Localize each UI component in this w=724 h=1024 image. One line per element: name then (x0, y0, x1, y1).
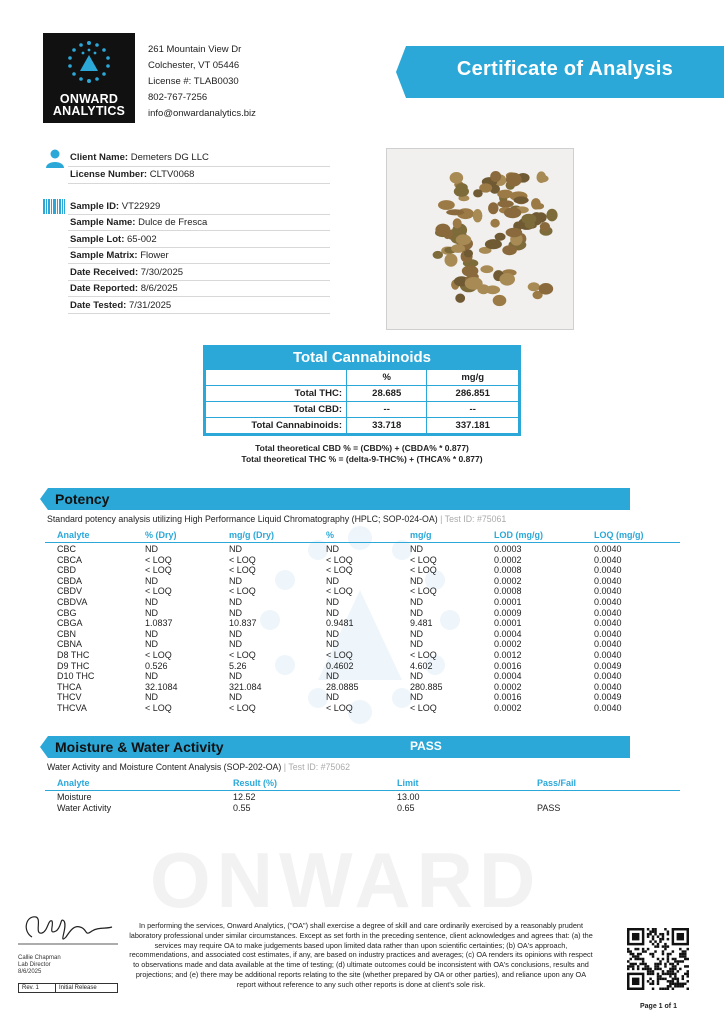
table-cell: 0.0008 (494, 586, 522, 597)
table-cell: 0.0040 (594, 628, 622, 639)
bud-shape (506, 173, 522, 187)
total-cannabinoids-title: Total Cannabinoids (205, 347, 519, 369)
disclaimer-text: In performing the services, Onward Analytics, ("OA") shall exercise a degree of skill and care ordinarily exercised by a reasonably prudent laboratory professional under similar circumstances. Except as set forth in the preceding sentence, client acknowledges and agrees that: (a) the services may require OA to make judgements based upon limited data rather than upon scientific certainties; (b) OA's approach, recommendations, and associated cost estimates, if any, are based on industry practices and averages; (c) OA renders its opinions with respect to observations made and data available at the time of testing; (d) ultimate outcomes could be inconsistent with OA's conclusions, results and projections; and (e) there may be additional reports relating to the site (whether prepared by OA or other parties), and reliance upon any OA report without reference to any such other reports is done at client's sole risk. (129, 921, 593, 989)
moisture-status-badge: PASS (410, 739, 442, 753)
table-row-analyte: Water Activity (57, 802, 112, 813)
table-cell: ND (410, 692, 423, 703)
table-cell: < LOQ (229, 565, 256, 576)
table-cell: 0.0002 (494, 554, 522, 565)
table-cell: ND (145, 628, 158, 639)
signer-block (18, 955, 61, 976)
row-mg: 337.181 (427, 418, 519, 434)
table-cell: ND (410, 628, 423, 639)
table-cell: < LOQ (410, 650, 437, 660)
table-cell: ND (326, 671, 339, 682)
bud-shape (438, 200, 455, 210)
table-cell: 0.0004 (494, 628, 522, 639)
divider (68, 280, 330, 281)
column-header: mg/g (Dry) (229, 530, 274, 540)
table-cell: 0.0016 (494, 660, 522, 671)
table-row-analyte: CBN (57, 628, 77, 639)
formula-thc: Total theoretical THC % = (delta-9-THC%) + (THCA% * 0.877) (241, 454, 483, 464)
table-cell: < LOQ (145, 650, 172, 660)
table-cell: 0.65 (397, 802, 415, 813)
bud-shape (499, 273, 515, 286)
date-received: 7/30/2025 (140, 267, 184, 278)
table-cell: 32.1084 (145, 681, 178, 692)
revision-box (18, 983, 118, 993)
sample-matrix-row (70, 250, 169, 261)
sample-name-label: Sample Name: (70, 217, 136, 228)
table-cell: < LOQ (145, 586, 172, 597)
table-cell: ND (229, 607, 242, 618)
bud-shape (493, 295, 507, 306)
table-row (206, 402, 519, 418)
table-cell: 0.0040 (594, 681, 622, 692)
table-cell: 321.084 (229, 681, 262, 692)
client-name-row (70, 152, 209, 163)
bud-shape (465, 277, 483, 290)
table-cell: ND (326, 639, 339, 650)
bud-shape (504, 207, 521, 218)
bud-shape (531, 198, 541, 209)
column-header: Analyte (57, 530, 90, 540)
lab-email: info@onwardanalytics.biz (148, 108, 256, 119)
table-cell: 0.0040 (594, 703, 622, 713)
person-icon (45, 148, 65, 168)
sample-lot-label: Sample Lot: (70, 234, 125, 245)
table-cell: < LOQ (326, 650, 353, 660)
watermark-text: ONWARD (150, 836, 542, 924)
table-cell: 0.0040 (594, 650, 622, 660)
table-cell: 0.0040 (594, 607, 622, 618)
potency-table (45, 530, 680, 715)
table-cell: ND (229, 544, 242, 554)
bud-shape (473, 189, 483, 197)
bud-shape (464, 249, 473, 257)
bud-shape (497, 200, 513, 207)
qr-code[interactable] (627, 928, 689, 990)
table-row-analyte: CBGA (57, 618, 83, 629)
sample-name: Dulce de Fresca (138, 217, 208, 228)
sample-flower-image (387, 149, 573, 329)
bud-shape (445, 254, 458, 267)
table-cell: PASS (537, 802, 561, 813)
column-header: % (Dry) (145, 530, 177, 540)
table-cell: ND (326, 607, 339, 618)
table-corner (206, 370, 347, 386)
col-header-mg: mg/g (427, 370, 519, 386)
table-cell: ND (326, 544, 339, 554)
table-cell: 0.0040 (594, 565, 622, 576)
table-cell: < LOQ (229, 554, 256, 565)
lab-phone: 802-767-7256 (148, 92, 208, 103)
table-cell: ND (410, 639, 423, 650)
divider (68, 247, 330, 248)
date-reported-row (70, 283, 178, 294)
moisture-method: Water Activity and Moisture Content Analysis (SOP-202-OA) (47, 762, 282, 772)
moisture-title: Moisture & Water Activity (55, 739, 224, 755)
table-row-analyte: D10 THC (57, 671, 95, 682)
table-cell: 0.0040 (594, 544, 622, 554)
address-line2: Colchester, VT 05446 (148, 60, 240, 71)
certificate-title: Certificate of Analysis (456, 58, 674, 80)
lab-license: License #: TLAB0030 (148, 76, 239, 87)
sample-matrix: Flower (140, 250, 169, 261)
table-cell: 9.481 (410, 618, 433, 629)
potency-title: Potency (55, 491, 110, 507)
table-cell: < LOQ (326, 586, 353, 597)
table-row-analyte: CBDVA (57, 597, 88, 607)
address-line1: 261 Mountain View Dr (148, 44, 242, 55)
sample-lot-row (70, 234, 157, 245)
table-cell: ND (229, 597, 242, 607)
signer-title: Lab Director (18, 962, 51, 968)
table-row-analyte: CBC (57, 544, 77, 554)
table-row-analyte: CBG (57, 607, 77, 618)
table-row-analyte: CBDV (57, 586, 83, 597)
bud-shape (456, 234, 472, 245)
lab-address-block (148, 42, 256, 122)
divider (68, 263, 330, 264)
table-cell: < LOQ (145, 565, 172, 576)
divider (68, 313, 330, 314)
sample-photo (386, 148, 574, 330)
bud-shape (453, 218, 462, 228)
table-cell: 0.0012 (494, 650, 522, 660)
moisture-test-id: | Test ID: #75062 (281, 762, 350, 772)
potency-test-id: | Test ID: #75061 (437, 514, 507, 524)
table-cell: ND (410, 597, 423, 607)
column-header: Pass/Fail (537, 778, 577, 788)
table-cell: ND (145, 597, 158, 607)
sample-name-row (70, 217, 207, 228)
table-row-analyte: CBD (57, 565, 77, 576)
table-cell: ND (145, 607, 158, 618)
bud-shape (485, 285, 500, 294)
table-cell: 280.885 (410, 681, 443, 692)
date-tested: 7/31/2025 (128, 300, 172, 311)
table-cell: < LOQ (326, 565, 353, 576)
divider (68, 183, 330, 184)
bud-shape (435, 224, 450, 236)
divider (68, 166, 330, 167)
table-cell: ND (410, 544, 423, 554)
table-cell: < LOQ (410, 586, 437, 597)
logo-mark-icon (61, 39, 117, 87)
bud-shape (521, 214, 536, 224)
bud-shape (546, 209, 557, 222)
table-cell: 0.55 (233, 802, 251, 813)
table-cell: 0.0001 (494, 597, 522, 607)
table-cell: ND (326, 575, 339, 586)
table-cell: ND (145, 639, 158, 650)
table-cell: 28.0885 (326, 681, 359, 692)
signature-image (18, 907, 118, 947)
table-cell: ND (145, 575, 158, 586)
date-reported: 8/6/2025 (140, 283, 178, 294)
table-cell: 0.0001 (494, 618, 522, 629)
sample-id: VT22929 (121, 201, 161, 212)
bud-shape (535, 212, 546, 222)
table-cell: 0.0040 (594, 575, 622, 586)
table-row-analyte: Moisture (57, 792, 92, 802)
bud-shape (495, 233, 506, 241)
bud-shape (490, 219, 499, 228)
header-rule (45, 790, 680, 791)
bud-shape (480, 265, 493, 273)
column-header: Analyte (57, 778, 90, 788)
table-cell: 0.0003 (494, 544, 522, 554)
table-cell: < LOQ (145, 554, 172, 565)
table-cell: 12.52 (233, 792, 256, 802)
column-header: % (326, 530, 335, 540)
signed-date: 8/6/2025 (18, 969, 42, 975)
table-cell: 0.0002 (494, 703, 522, 713)
table-cell: 0.0016 (494, 692, 522, 703)
table-cell: 0.0002 (494, 681, 522, 692)
table-cell: 1.0837 (145, 618, 173, 629)
table-cell: ND (410, 575, 423, 586)
table-row-analyte: THCVA (57, 703, 87, 713)
bud-shape (433, 251, 443, 259)
table-cell: 0.0004 (494, 671, 522, 682)
row-label: Total Cannabinoids: (206, 418, 347, 434)
row-mg: -- (427, 402, 519, 418)
bud-shape (456, 183, 468, 191)
date-tested-row (70, 300, 171, 311)
table-cell: < LOQ (410, 703, 437, 713)
bud-shape (506, 228, 523, 238)
page-number: Page 1 of 1 (640, 1003, 677, 1010)
divider (68, 296, 330, 297)
table-cell: 0.0040 (594, 618, 622, 629)
table-cell: 0.526 (145, 660, 168, 671)
barcode-icon (43, 199, 65, 214)
table-cell: ND (229, 671, 242, 682)
bud-shape (455, 294, 465, 303)
potency-section-bar (40, 488, 630, 510)
client-license-label: License Number: (70, 169, 148, 180)
table-cell: 0.0040 (594, 671, 622, 682)
table-cell: 0.0040 (594, 639, 622, 650)
column-header: Limit (397, 778, 419, 788)
table-cell: 5.26 (229, 660, 247, 671)
column-header: LOD (mg/g) (494, 530, 543, 540)
row-pct: 28.685 (347, 386, 427, 402)
row-pct: -- (347, 402, 427, 418)
bud-shape (502, 245, 517, 255)
table-cell: < LOQ (326, 554, 353, 565)
table-cell: < LOQ (229, 703, 256, 713)
moisture-table (45, 778, 680, 818)
table-row (206, 386, 519, 402)
lab-logo (43, 33, 135, 123)
bud-shape (497, 190, 513, 199)
table-cell: < LOQ (410, 565, 437, 576)
sample-id-label: Sample ID: (70, 201, 120, 212)
table-cell: ND (229, 692, 242, 703)
divider (68, 230, 330, 231)
bud-shape (446, 209, 464, 215)
sample-id-row (70, 201, 160, 212)
divider (68, 214, 330, 215)
table-cell: 0.0040 (594, 554, 622, 565)
table-cell: 0.0009 (494, 607, 522, 618)
row-label: Total THC: (206, 386, 347, 402)
potency-method: Standard potency analysis utilizing High Performance Liquid Chromatography (HPLC; SOP-024-OA) (47, 514, 438, 524)
table-cell: < LOQ (229, 650, 256, 660)
bud-shape (490, 171, 501, 182)
table-cell: 0.0002 (494, 639, 522, 650)
bud-shape (462, 265, 479, 276)
revision-number: Rev. 1 (22, 985, 39, 991)
table-cell: < LOQ (145, 703, 172, 713)
client-license-row (70, 169, 194, 180)
table-cell: ND (326, 692, 339, 703)
bud-shape (450, 172, 464, 184)
header-rule (45, 542, 680, 543)
sample-matrix-label: Sample Matrix: (70, 250, 138, 261)
date-received-label: Date Received: (70, 267, 139, 278)
table-cell: 0.9481 (326, 618, 354, 629)
table-cell: ND (229, 628, 242, 639)
bud-shape (514, 197, 529, 204)
table-row-analyte: CBCA (57, 554, 83, 565)
table-cell: 0.0002 (494, 575, 522, 586)
table-cell: < LOQ (229, 586, 256, 597)
date-received-row (70, 267, 183, 278)
bud-shape (540, 222, 550, 231)
table-cell: 0.0040 (594, 586, 622, 597)
table-row (206, 418, 519, 434)
bud-shape (539, 283, 554, 295)
table-cell: 0.0008 (494, 565, 522, 576)
table-cell: 10.837 (229, 618, 257, 629)
client-name: Demeters DG LLC (130, 152, 209, 163)
formula-cbd: Total theoretical CBD % = (CBD%) + (CBDA% * 0.877) (255, 443, 469, 453)
row-label: Total CBD: (206, 402, 347, 418)
date-reported-label: Date Reported: (70, 283, 139, 294)
client-name-label: Client Name: (70, 152, 129, 163)
table-row-analyte: CBNA (57, 639, 83, 650)
signer-name: Callie Chapman (18, 955, 61, 961)
column-header: mg/g (410, 530, 432, 540)
sample-lot: 65-002 (127, 234, 157, 245)
table-cell: ND (229, 575, 242, 586)
bud-shape (528, 282, 540, 291)
client-license: CLTV0068 (149, 169, 195, 180)
row-pct: 33.718 (347, 418, 427, 434)
table-cell: 0.0049 (594, 660, 622, 671)
table-cell: 4.602 (410, 660, 433, 671)
table-row-analyte: THCV (57, 692, 82, 703)
logo-text-line1: ONWARD (59, 92, 119, 106)
table-cell: ND (229, 639, 242, 650)
bud-shape (473, 209, 483, 222)
row-mg: 286.851 (427, 386, 519, 402)
potency-description (47, 514, 506, 524)
moisture-description (47, 762, 350, 772)
col-header-pct: % (347, 370, 427, 386)
table-cell: < LOQ (326, 703, 353, 713)
table-row-analyte: D8 THC (57, 650, 90, 660)
table-cell: ND (410, 671, 423, 682)
table-row-analyte: CBDA (57, 575, 83, 586)
logo-text-line2: ANALYTICS (52, 104, 126, 118)
table-cell: ND (326, 628, 339, 639)
bud-shape (537, 175, 549, 182)
revision-note: Initial Release (59, 985, 97, 991)
column-header: Result (%) (233, 778, 278, 788)
column-header: LOQ (mg/g) (594, 530, 644, 540)
bud-shape (488, 202, 498, 214)
table-cell: ND (326, 597, 339, 607)
table-cell: ND (145, 671, 158, 682)
table-cell: 13.00 (397, 792, 420, 802)
table-cell: 0.0040 (594, 597, 622, 607)
table-cell: < LOQ (410, 554, 437, 565)
date-tested-label: Date Tested: (70, 300, 127, 311)
table-cell: ND (145, 544, 158, 554)
total-cannabinoids-table (203, 345, 521, 436)
table-cell: ND (145, 692, 158, 703)
table-cell: 0.4602 (326, 660, 354, 671)
table-row-analyte: THCA (57, 681, 82, 692)
table-cell: ND (410, 607, 423, 618)
table-cell: 0.0049 (594, 692, 622, 703)
table-row-analyte: D9 THC (57, 660, 90, 671)
